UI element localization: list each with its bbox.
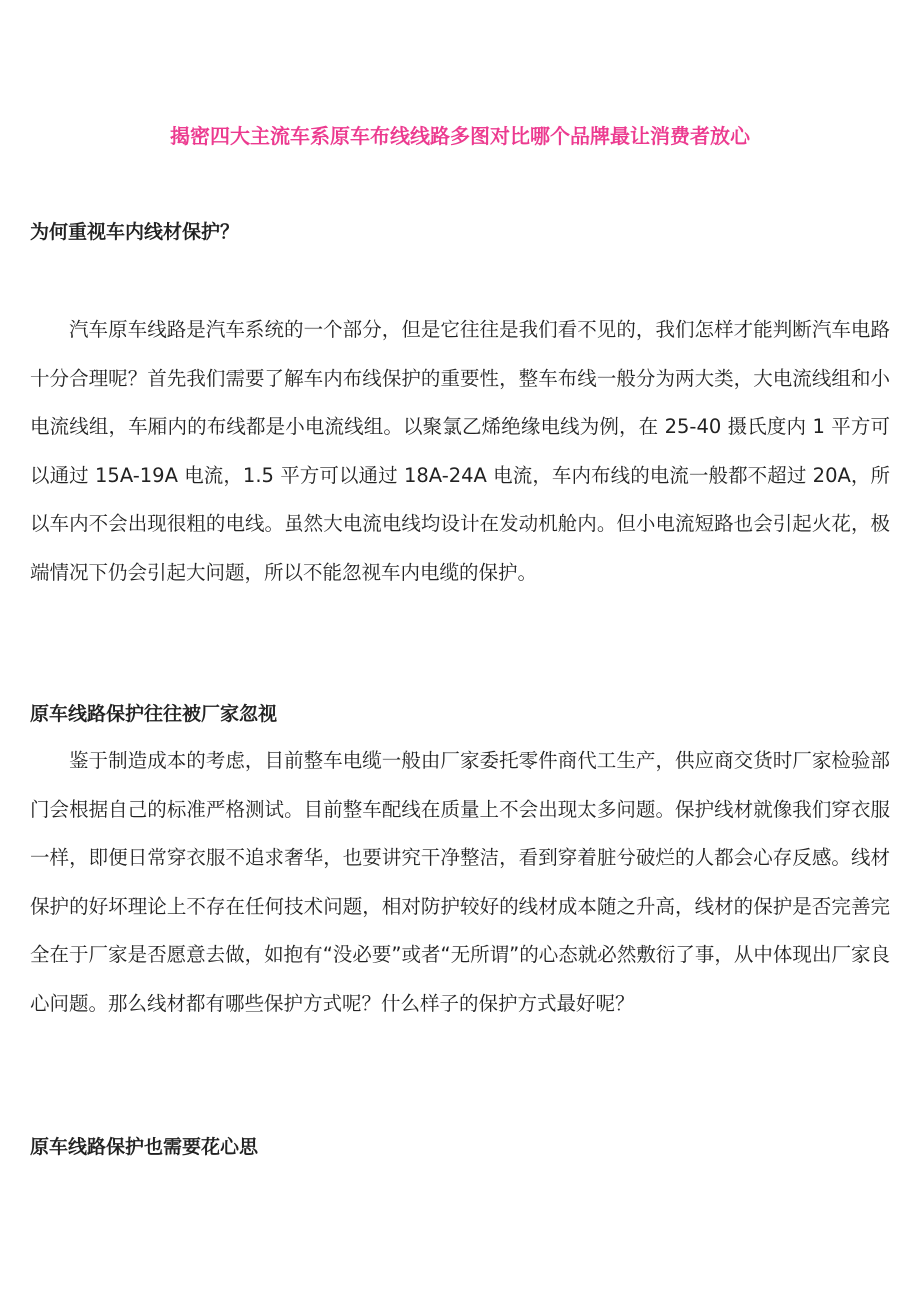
section-heading-why-protect: 为何重视车内线材保护？ — [30, 221, 240, 243]
section-heading-effort: 原车线路保护也需要花心思 — [30, 1136, 259, 1158]
section-paragraph-ignored: 鉴于制造成本的考虑，目前整车电缆一般由厂家委托零件商代工生产，供应商交货时厂家检验部门会根据自己的标准严格测试。目前整车配线在质量上不会出现太多问题。保护线材就像我们穿衣服一样，即便日常穿衣服不追求奢华，也要讲究干净整洁，看到穿着脏兮破烂的人都会心存反感。线材保护的好坏理论上不存在任何技术问题，相对防护较好的线材成本随之升高，线材的保护是否完善完全在于厂家是否愿意去做，如抱有“没必要”或者“无所谓”的心态就必然敷衍了事，从中体现出厂家良心问题。那么线材都有哪些保护方式呢？什么样子的保护方式最好呢？ — [30, 749, 890, 1015]
section-paragraph-why-protect: 汽车原车线路是汽车系统的一个部分，但是它往往是我们看不见的，我们怎样才能判断汽车电路十分合理呢？首先我们需要了解车内布线保护的重要性，整车布线一般分为两大类，大电流线组和小电流线组，车厢内的布线都是小电流线组。以聚氯乙烯绝缘电线为例，在 25-40 摄氏度内 1 平方可以通过 15A-19A 电流，1.5 平方可以通过 18A-24A 电流，车内布线的电流一般都不超过 20A，所以车内不会出现很粗的电线。虽然大电流电线均设计在发动机舱内。但小电流短路也会引起火花，极端情况下仍会引起大问题，所以不能忽视车内电缆的保护。 — [30, 318, 890, 584]
article-title: 揭密四大主流车系原车布线线路多图对比哪个品牌最让消费者放心 — [170, 124, 750, 148]
section-heading-ignored: 原车线路保护往往被厂家忽视 — [30, 703, 278, 725]
